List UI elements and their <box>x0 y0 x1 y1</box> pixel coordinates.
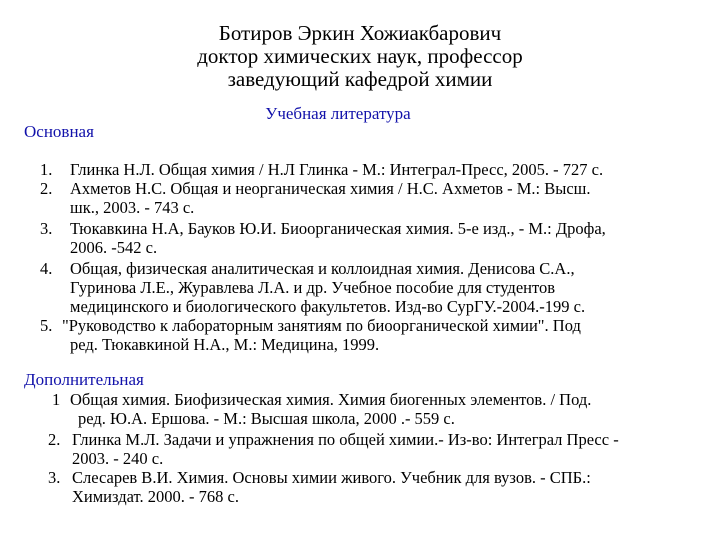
list-item-text: Химиздат. 2000. - 768 с. <box>72 487 239 506</box>
list-item-text: медицинского и биологического факультетов. Изд-во СурГУ.-2004.-199 с. <box>70 297 586 316</box>
page-subtitle: Учебная литература <box>265 104 411 123</box>
list-item-text: Глинка Н.Л. Общая химия / Н.Л Глинка - М.: Интеграл-Пресс, 2005. - 727 с. <box>70 160 604 179</box>
author-degree: доктор химических наук, профессор <box>197 44 523 68</box>
list-item-number: 4. <box>40 259 53 278</box>
author-position: заведующий кафедрой химии <box>227 67 493 91</box>
list-item-text: Общая, физическая аналитическая и коллоидная химия. Денисова С.А., <box>70 259 575 278</box>
list-item-number: 3. <box>40 219 53 238</box>
list-item-text: Гуринова Л.Е., Журавлева Л.А. и др. Учебное пособие для студентов <box>70 278 556 297</box>
list-item-number: 1 <box>52 390 61 409</box>
list-item-number: 3. <box>48 468 61 487</box>
list-item-text: Ахметов Н.С. Общая и неорганическая химия / Н.С. Ахметов - М.: Высш. <box>70 179 591 198</box>
list-item-text: Общая химия. Биофизическая химия. Химия биогенных элементов. / Под. <box>70 390 592 409</box>
list-item-number: 2. <box>40 179 53 198</box>
list-item-text: 2003. - 240 с. <box>72 449 164 468</box>
additional-section-title: Дополнительная <box>24 370 144 389</box>
list-item-text: ред. Тюкавкиной Н.А., М.: Медицина, 1999. <box>70 335 380 354</box>
list-item-number: 5. <box>40 316 53 335</box>
main-section-title: Основная <box>24 122 94 141</box>
list-item-text: ред. Ю.А. Ершова. - М.: Высшая школа, 2000 .- 559 с. <box>78 409 455 428</box>
list-item-text: "Руководство к лабораторным занятиям по биоорганической химии". Под <box>62 316 581 335</box>
author-name: Ботиров Эркин Хожиакбарович <box>218 21 502 45</box>
author-header <box>0 22 720 91</box>
list-item-text: шк., 2003. - 743 с. <box>70 198 195 217</box>
list-item-number: 2. <box>48 430 61 449</box>
list-item-number: 1. <box>40 160 53 179</box>
list-item-text: Слесарев В.И. Химия. Основы химии живого. Учебник для вузов. - СПБ.: <box>72 468 591 487</box>
list-item-text: Глинка М.Л. Задачи и упражнения по общей химии.- Из-во: Интеграл Пресс - <box>72 430 619 449</box>
list-item-text: 2006. -542 с. <box>70 238 158 257</box>
list-item-text: Тюкавкина Н.А, Бауков Ю.И. Биоорганическая химия. 5-е изд., - М.: Дрофа, <box>70 219 606 238</box>
